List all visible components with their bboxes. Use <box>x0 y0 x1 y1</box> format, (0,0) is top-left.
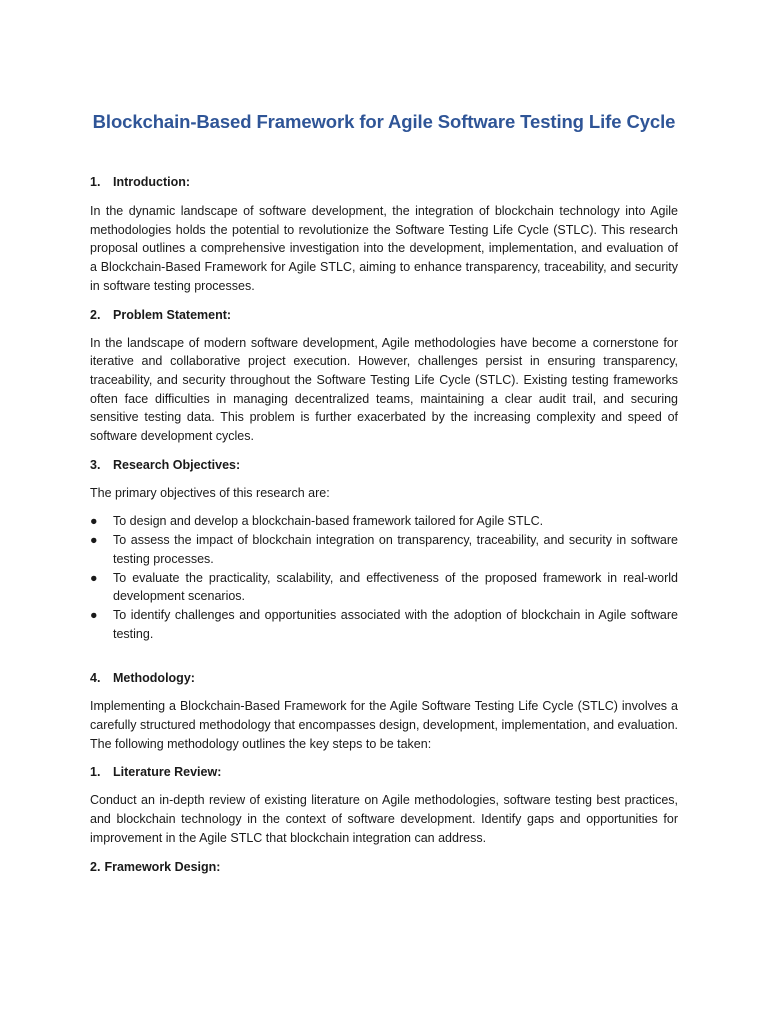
section-heading-introduction <box>90 173 678 191</box>
objectives-list <box>90 512 678 643</box>
section-title: Research Objectives: <box>113 457 241 472</box>
section-title: Problem Statement: <box>113 307 232 322</box>
document-title: Blockchain-Based Framework for Agile Software Testing Life Cycle <box>92 111 676 132</box>
list-item-text: To evaluate the practicality, scalability, and effectiveness of the proposed framework in real-world development scenarios. <box>113 570 678 604</box>
subsection-heading-framework-design <box>90 858 678 876</box>
problem-paragraph: In the landscape of modern software development, Agile methodologies have become a cornerstone for iterative and collaborative project execution. However, challenges persist in ensuring transparency, traceability, and security throughout the Software Testing Life Cycle (STLC). Existing testing frameworks often face difficulties in managing decentralized teams, maintaining a clear audit trail, and securing sensitive testing data. This problem is further exacerbated by the increasing complexity and speed of software development cycles. <box>90 335 678 444</box>
section-title: Introduction: <box>113 175 191 189</box>
bullet-icon: ● <box>90 514 98 529</box>
list-item <box>90 606 678 643</box>
section-title: Methodology: <box>113 671 195 686</box>
bullet-icon: ● <box>90 607 98 622</box>
list-item <box>90 531 678 568</box>
bullet-icon: ● <box>90 533 98 548</box>
subsection-number: 2. <box>90 859 101 874</box>
section-heading-methodology <box>90 669 678 687</box>
document-page <box>90 108 678 876</box>
section-heading-problem <box>90 306 678 324</box>
list-item <box>90 512 678 531</box>
objectives-intro: The primary objectives of this research are: <box>90 485 330 500</box>
introduction-paragraph: In the dynamic landscape of software development, the integration of blockchain technology into Agile methodologies holds the potential to revolutionize the Software Testing Life Cycle (STLC). This research proposal outlines a comprehensive investigation into the development, implementation, and evaluation of a Blockchain-Based Framework for Agile STLC, aiming to enhance transparency, traceability, and security in software testing processes. <box>90 204 678 293</box>
list-item-text: To design and develop a blockchain-based framework tailored for Agile STLC. <box>113 514 544 529</box>
subsection-number: 1. <box>90 765 101 780</box>
section-number: 4. <box>90 671 101 686</box>
list-item-text: To identify challenges and opportunities associated with the adoption of blockchain in Agile software testing. <box>113 607 678 641</box>
bullet-icon: ● <box>90 570 98 585</box>
subsection-heading-literature-review <box>90 763 678 781</box>
subsection-title: Framework Design: <box>104 859 221 874</box>
section-heading-objectives <box>90 456 678 474</box>
section-number: 2. <box>90 307 101 322</box>
literature-review-paragraph: Conduct an in-depth review of existing literature on Agile methodologies, software testing best practices, and blockchain technology in the context of software development. Identify gaps and opportunities for improvement in the Agile STLC that blockchain integration can address. <box>90 793 678 845</box>
list-item-text: To assess the impact of blockchain integration on transparency, traceability, and security in software testing processes. <box>113 533 678 566</box>
section-number: 3. <box>90 457 101 472</box>
list-item <box>90 569 678 606</box>
section-number: 1. <box>90 175 101 189</box>
subsection-title: Literature Review: <box>113 765 222 780</box>
methodology-paragraph: Implementing a Blockchain-Based Framework for the Agile Software Testing Life Cycle (STLC) involves a carefully structured methodology that encompasses design, development, implementation, and evaluation. The following methodology outlines the key steps to be taken: <box>90 699 678 751</box>
